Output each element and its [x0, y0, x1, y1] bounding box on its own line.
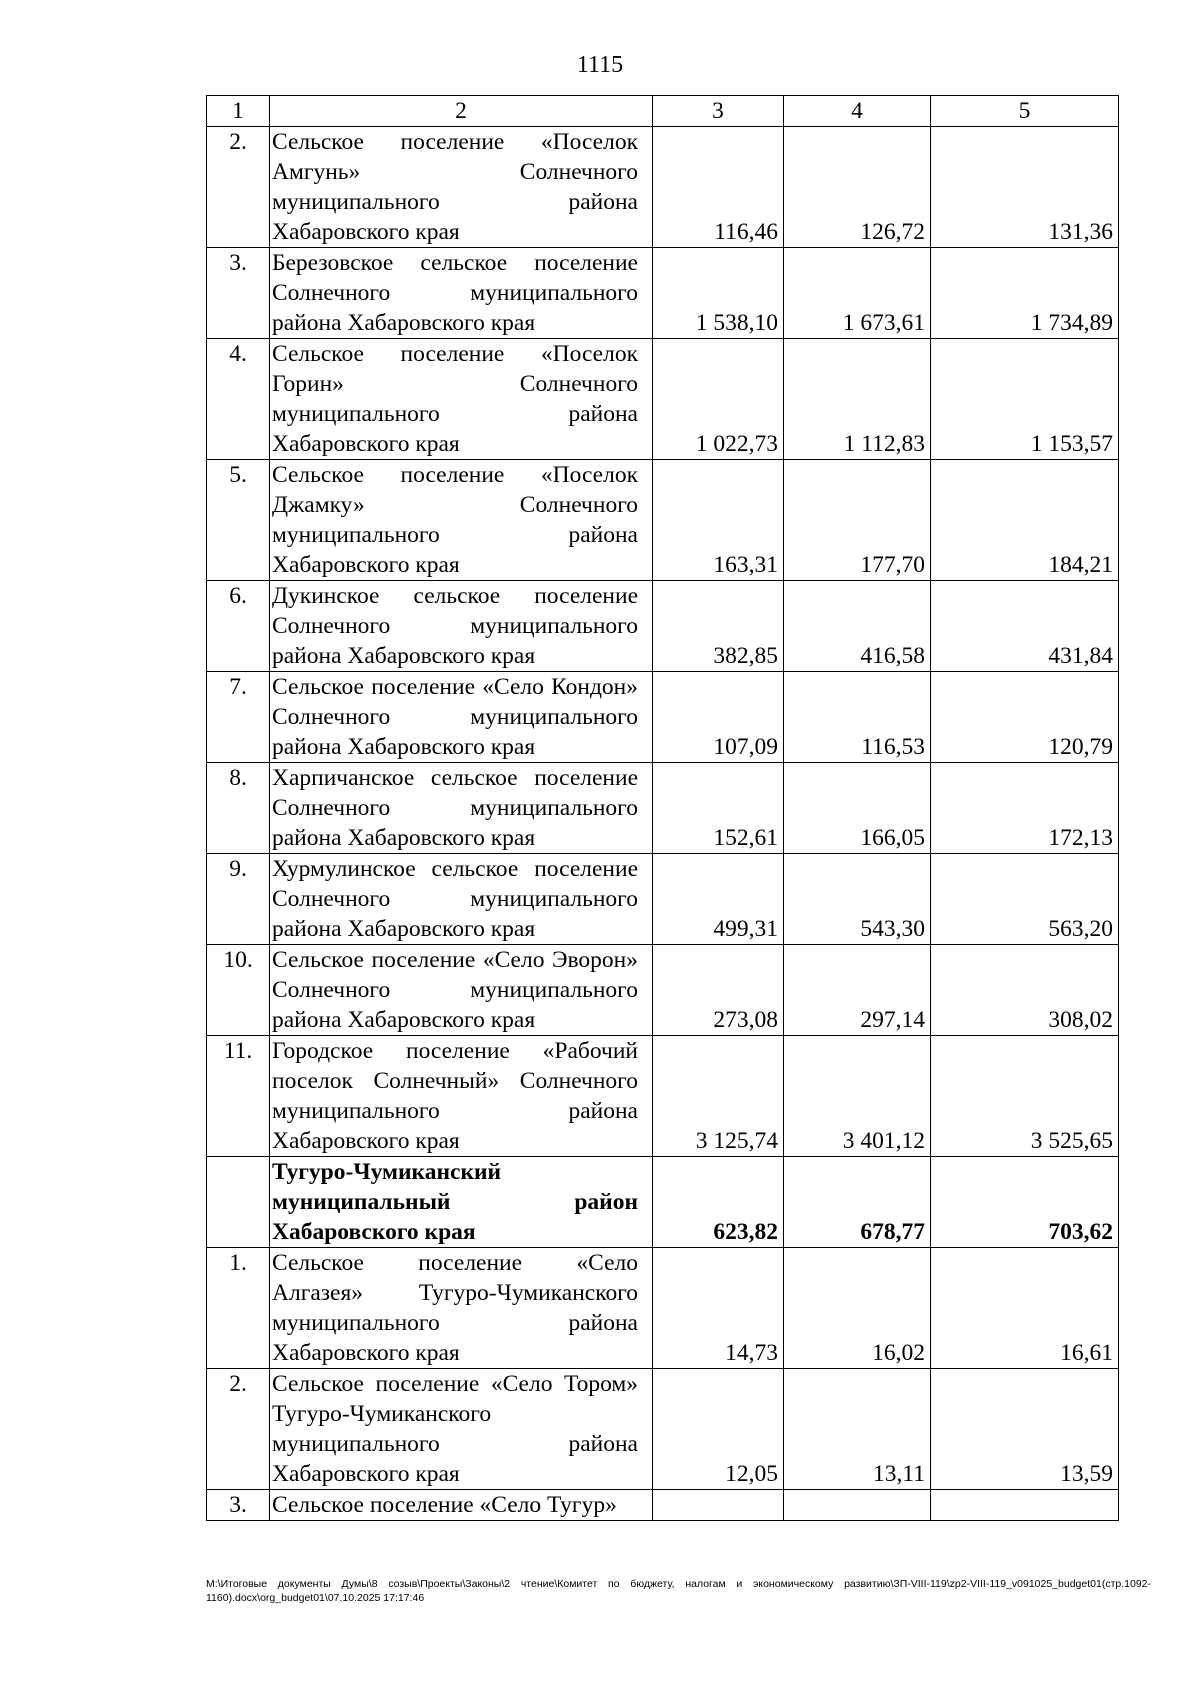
- row-name: Березовское сельское поселение Солнечного муниципального района Хабаровского края: [270, 248, 653, 339]
- row-number: 2.: [207, 1369, 270, 1490]
- row-name: Сельское поселение «Село Эворон» Солнечного муниципального района Хабаровского края: [270, 945, 653, 1036]
- row-value-col3: [653, 1490, 784, 1521]
- row-name: Дукинское сельское поселение Солнечного муниципального района Хабаровского края: [270, 581, 653, 672]
- row-value-col3: 382,85: [653, 581, 784, 672]
- row-name: Тугуро-Чумиканский муниципальный район Хабаровского края: [270, 1157, 653, 1248]
- row-name: Сельское поселение «Село Алгазея» Тугуро-Чумиканского муниципального района Хабаровского края: [270, 1248, 653, 1369]
- table-row: [207, 127, 1119, 248]
- column-header: 1: [207, 96, 270, 127]
- row-value-col3: 1 022,73: [653, 339, 784, 460]
- row-number: 3.: [207, 248, 270, 339]
- table-row: [207, 1036, 1119, 1157]
- row-value-col3: 163,31: [653, 460, 784, 581]
- row-value-col5: 703,62: [931, 1157, 1119, 1248]
- column-header: 4: [784, 96, 931, 127]
- column-header: 3: [653, 96, 784, 127]
- row-value-col4: 543,30: [784, 854, 931, 945]
- row-value-col5: [931, 1490, 1119, 1521]
- row-name: Сельское поселение «Село Тором» Тугуро-Чумиканского муниципального района Хабаровского края: [270, 1369, 653, 1490]
- row-value-col4: 1 112,83: [784, 339, 931, 460]
- row-number: 7.: [207, 672, 270, 763]
- row-value-col5: 563,20: [931, 854, 1119, 945]
- table-row: [207, 945, 1119, 1036]
- row-value-col3: 273,08: [653, 945, 784, 1036]
- row-value-col5: 3 525,65: [931, 1036, 1119, 1157]
- page-number: 1115: [576, 52, 624, 78]
- row-number: 1.: [207, 1248, 270, 1369]
- row-value-col4: 13,11: [784, 1369, 931, 1490]
- row-number: 4.: [207, 339, 270, 460]
- row-value-col5: 184,21: [931, 460, 1119, 581]
- column-header: 2: [270, 96, 653, 127]
- row-number: 11.: [207, 1036, 270, 1157]
- row-value-col5: 431,84: [931, 581, 1119, 672]
- row-name: Городское поселение «Рабочий поселок Солнечный» Солнечного муниципального района Хабаровского края: [270, 1036, 653, 1157]
- table-row: [207, 1157, 1119, 1248]
- row-number: 3.: [207, 1490, 270, 1521]
- row-value-col4: 1 673,61: [784, 248, 931, 339]
- row-number: 2.: [207, 127, 270, 248]
- row-value-col5: 16,61: [931, 1248, 1119, 1369]
- row-name: Сельское поселение «Поселок Джамку» Солнечного муниципального района Хабаровского края: [270, 460, 653, 581]
- row-value-col4: 3 401,12: [784, 1036, 931, 1157]
- column-header: 5: [931, 96, 1119, 127]
- row-name: Сельское поселение «Поселок Амгунь» Солнечного муниципального района Хабаровского края: [270, 127, 653, 248]
- row-value-col4: 16,02: [784, 1248, 931, 1369]
- row-value-col5: 13,59: [931, 1369, 1119, 1490]
- row-value-col4: 166,05: [784, 763, 931, 854]
- row-value-col5: 308,02: [931, 945, 1119, 1036]
- row-value-col3: 499,31: [653, 854, 784, 945]
- file-path-footer: M:\Итоговые документы Думы\8 созыв\Проекты\Законы\2 чтение\Комитет по бюджету, налогам и экономическому развитию\ЗП-VIII-119\zp2-VIII-119_v091025_budget01(стр.1092-1160).docx\org_budget01\07.10.2025 17:17:46: [206, 1578, 1151, 1604]
- row-number: [207, 1157, 270, 1248]
- row-name: Сельское поселение «Село Кондон» Солнечного муниципального района Хабаровского края: [270, 672, 653, 763]
- row-name: Сельское поселение «Село Тугур»: [270, 1490, 653, 1521]
- budget-table-body: [207, 96, 1119, 1521]
- row-value-col5: 172,13: [931, 763, 1119, 854]
- table-row: [207, 1248, 1119, 1369]
- row-value-col3: 3 125,74: [653, 1036, 784, 1157]
- budget-table: [206, 95, 1119, 1521]
- row-value-col5: 131,36: [931, 127, 1119, 248]
- table-row: [207, 854, 1119, 945]
- row-value-col3: 1 538,10: [653, 248, 784, 339]
- table-row: [207, 763, 1119, 854]
- table-row: [207, 581, 1119, 672]
- row-value-col4: 297,14: [784, 945, 931, 1036]
- row-value-col3: 116,46: [653, 127, 784, 248]
- row-value-col5: 1 734,89: [931, 248, 1119, 339]
- row-value-col4: 116,53: [784, 672, 931, 763]
- row-number: 6.: [207, 581, 270, 672]
- row-value-col5: 1 153,57: [931, 339, 1119, 460]
- row-number: 8.: [207, 763, 270, 854]
- row-name: Сельское поселение «Поселок Горин» Солнечного муниципального района Хабаровского края: [270, 339, 653, 460]
- row-name: Хурмулинское сельское поселение Солнечного муниципального района Хабаровского края: [270, 854, 653, 945]
- row-number: 9.: [207, 854, 270, 945]
- row-number: 5.: [207, 460, 270, 581]
- row-value-col3: 14,73: [653, 1248, 784, 1369]
- row-value-col4: 177,70: [784, 460, 931, 581]
- row-value-col4: 126,72: [784, 127, 931, 248]
- table-header-row: [207, 96, 1119, 127]
- row-value-col4: 416,58: [784, 581, 931, 672]
- table-row: [207, 672, 1119, 763]
- row-value-col3: 107,09: [653, 672, 784, 763]
- row-number: 10.: [207, 945, 270, 1036]
- table-row: [207, 1490, 1119, 1521]
- row-value-col4: 678,77: [784, 1157, 931, 1248]
- table-row: [207, 460, 1119, 581]
- row-value-col3: 623,82: [653, 1157, 784, 1248]
- row-value-col5: 120,79: [931, 672, 1119, 763]
- table-row: [207, 339, 1119, 460]
- table-row: [207, 248, 1119, 339]
- row-name: Харпичанское сельское поселение Солнечного муниципального района Хабаровского края: [270, 763, 653, 854]
- table-row: [207, 1369, 1119, 1490]
- row-value-col3: 152,61: [653, 763, 784, 854]
- row-value-col4: [784, 1490, 931, 1521]
- row-value-col3: 12,05: [653, 1369, 784, 1490]
